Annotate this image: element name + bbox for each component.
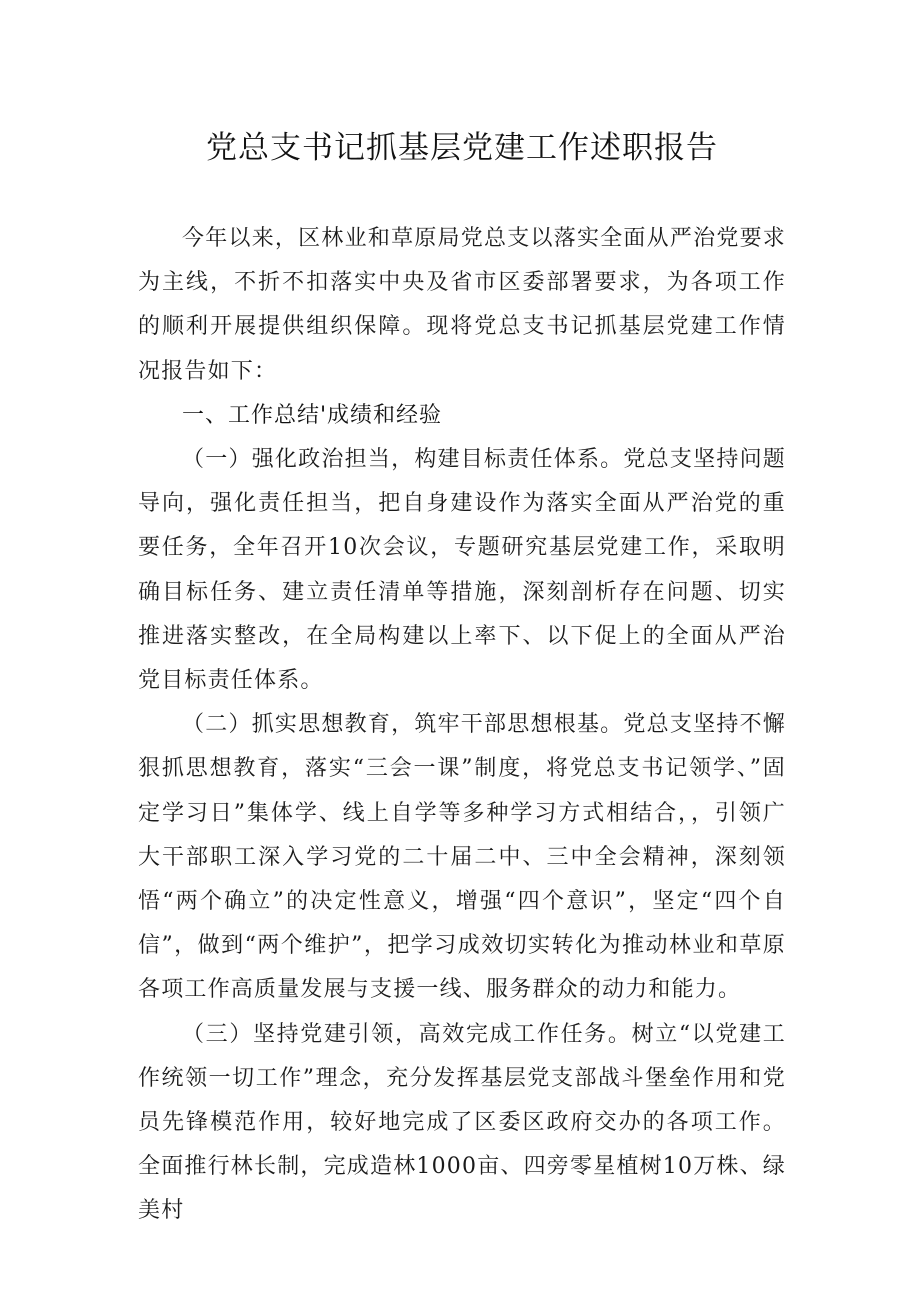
document-title: 党总支书记抓基层党建工作述职报告 (206, 130, 718, 166)
section-heading: 一、工作总结'成绩和经验 (182, 402, 443, 428)
paragraph-item-2: （二）抓实思想教育，筑牢干部思想根基。党总支坚持不懈狠抓思想教育，落实“三会一课”制度，将党总支书记领学、”固定学习日”集体学、线上自学等多种学习方式相结合，，引领广大干部职工深入学习党的二十届二中、三中全会精神，深刻领悟“两个确立”的决定性意义，增强“四个意识”，坚定“四个自信”，做到“两个维护”，把学习成效切实转化为推动林业和草原各项工作高质量发展与支援一线、服务群众的动力和能力。 (138, 712, 786, 1003)
paragraph-item-3: （三）坚持党建引领，高效完成工作任务。树立“以党建工作统领一切工作”理念，充分发挥基层党支部战斗堡垒作用和党员先锋模范作用，较好地完成了区委区政府交办的各项工作。全面推行林长制，完成造林1000亩、四旁零星植树10万株、绿美村 (138, 1021, 786, 1224)
paragraph-item-1: （一）强化政治担当，构建目标责任体系。党总支坚持问题导向，强化责任担当，把自身建设作为落实全面从严治党的重要任务，全年召开10次会议，专题研究基层党建工作，采取明确目标任务、建立责任清单等措施，深刻剖析存在问题、切实推进落实整改，在全局构建以上率下、以下促上的全面从严治党目标责任体系。 (138, 447, 786, 694)
document-body (138, 217, 786, 1234)
intro-paragraph: 今年以来，区林业和草原局党总支以落实全面从严治党要求为主线，不折不扣落实中央及省市区委部署要求，为各项工作的顺利开展提供组织保障。现将党总支书记抓基层党建工作情况报告如下： (138, 226, 786, 384)
